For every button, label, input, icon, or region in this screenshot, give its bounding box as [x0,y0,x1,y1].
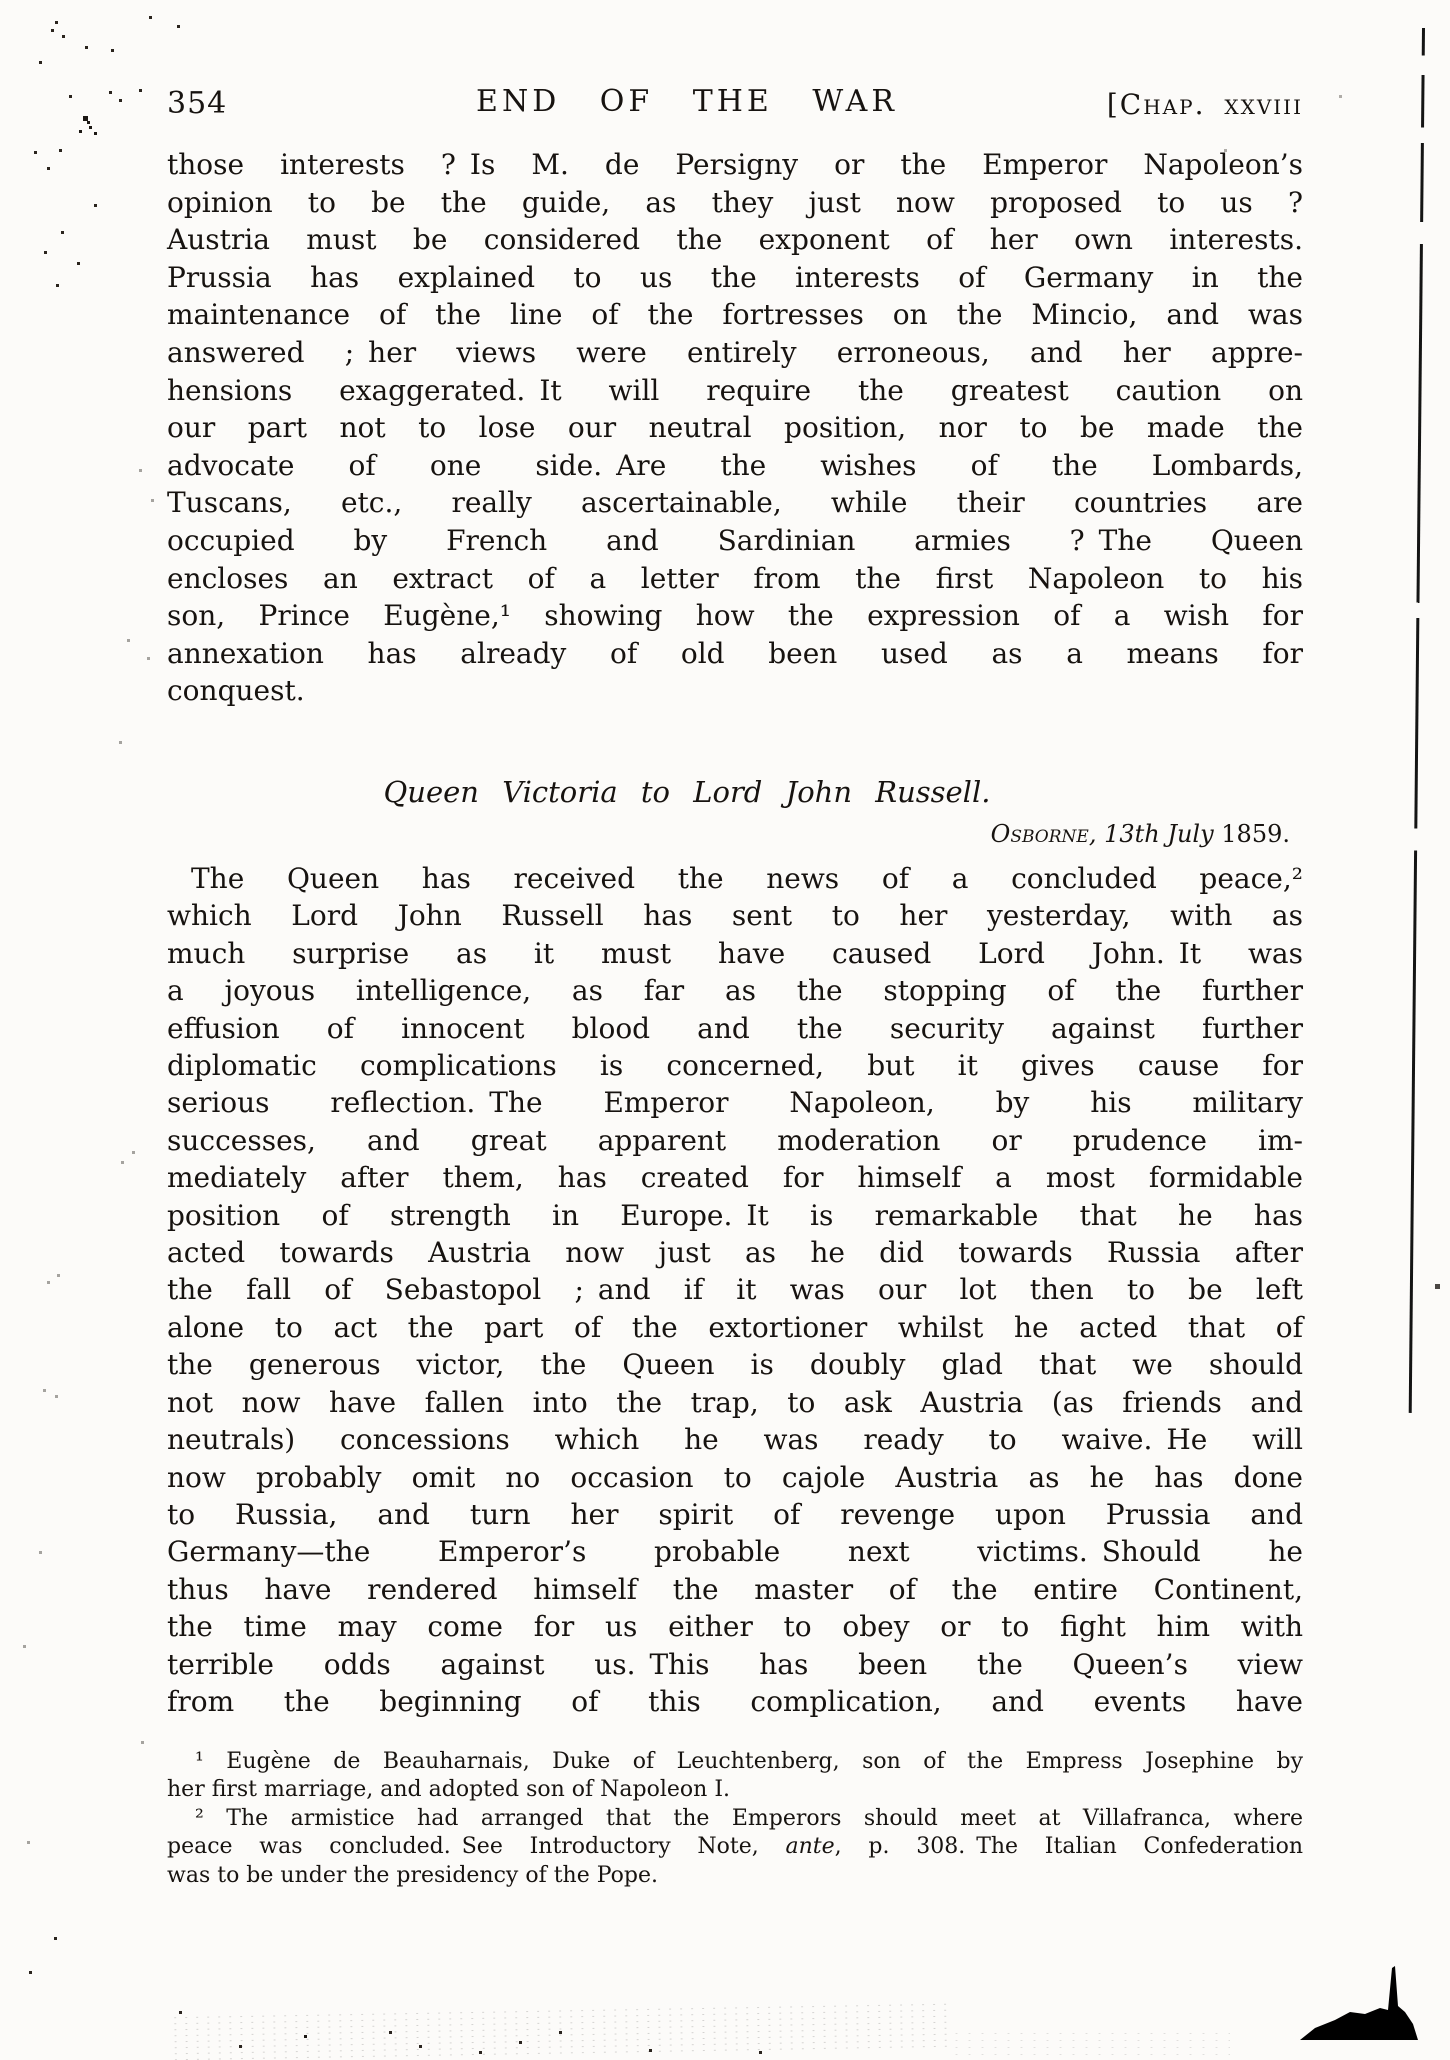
text-line: conquest. [167,674,305,708]
text-line: those interests ? Is M. de Persigny or the Emperor Napoleon’s [167,148,1303,181]
text-segment: 1859. [1221,820,1290,848]
footnote-2 [167,1805,1303,1890]
text-line: which Lord John Russell has sent to her yesterday, with as [167,899,1303,933]
text-line: not now have fallen into the trap, to ask Austria (as friends and [167,1385,1303,1419]
scan-noise-strip [170,2001,951,2060]
letter-heading: Queen Victoria to Lord John Russell. [383,775,991,809]
text-line: the generous victor, the Queen is doubly glad that we should [167,1348,1303,1382]
footnote-1 [167,1748,1303,1805]
text-line: from the beginning of this complication, and events have [167,1684,1303,1718]
text-line: our part not to lose our neutral position, nor to be made the [167,411,1303,445]
text-line: occupied by French and Sardinian armies ? The Queen [167,523,1303,557]
text-line: mediately after them, has created for himself a most formidable [167,1161,1303,1195]
text-line: a joyous intelligence, as far as the stopping of the further [167,974,1303,1008]
text-segment: , 13th July [1088,820,1222,848]
text-line: opinion to be the guide, as they just now proposed to us ? [167,185,1303,219]
text-line: Prussia has explained to us the interests of Germany in the [167,260,1303,294]
running-title: END OF THE WAR [476,84,898,119]
scan-noise-strip-right [950,2030,1230,2056]
text-line: the fall of Sebastopol ; and if it was our lot then to be left [167,1273,1303,1307]
text-line: The Queen has received the news of a concluded peace,² [191,862,1303,895]
text-line: maintenance of the line of the fortresses on the Mincio, and was [167,298,1303,332]
footnotes-section [167,1748,1303,1890]
text-line: acted towards Austria now just as he did towards Russia after [167,1236,1303,1270]
text-line: serious reflection. The Emperor Napoleon, by his military [167,1086,1303,1120]
text-line: the time may come for us either to obey or to fight him with [167,1610,1303,1644]
text-line: thus have rendered himself the master of the entire Continent, [167,1572,1303,1606]
scan-speckles-faint [0,0,1,1]
text-line: advocate of one side. Are the wishes of the Lombards, [167,448,1303,482]
text-segment: Osborne [990,820,1089,848]
text-segment: peace was concluded. See Introductory Note, [167,1834,786,1860]
text-segment: , p. 308. The Italian Confederation [834,1834,1303,1860]
text-line: ¹ Eugène de Beauharnais, Duke of Leuchtenberg, son of the Empress Josephine by [195,1749,1303,1774]
text-line: terrible odds against us. This has been the Queen’s view [167,1647,1303,1681]
scan-corner-blob-artifact [1295,1962,1425,2042]
scan-edge-line-artifact [1409,28,1425,1413]
text-line: alone to act the part of the extortioner whilst he acted that of [167,1310,1303,1344]
chapter-reference: [Chap. xxviii [1106,88,1303,121]
text-line: neutrals) concessions which he was ready to waive. He will [167,1423,1303,1457]
text-line: her first marriage, and adopted son of Napoleon I. [167,1777,731,1803]
text-line: encloses an extract of a letter from the first Napoleon to his [167,561,1303,595]
text-line [167,1833,1303,1861]
text-line: hensions exaggerated. It will require the greatest caution on [167,373,1303,407]
text-line: answered ; her views were entirely erroneous, and her appre- [167,335,1303,369]
text-line: son, Prince Eugène,¹ showing how the expression of a wish for [167,599,1303,633]
text-line: Germany—the Emperor’s probable next victims. Should he [167,1535,1303,1569]
letter-body-paragraph [167,860,1303,1720]
letter-dateline [167,820,1290,848]
text-line: position of strength in Europe. It is remarkable that he has [167,1198,1303,1232]
text-line: ² The armistice had arranged that the Emperors should meet at Villafranca, where [195,1805,1303,1831]
text-line: now probably omit no occasion to cajole Austria as he has done [167,1460,1303,1494]
text-line: Tuscans, etc., really ascertainable, while their countries are [167,486,1303,520]
text-line: was to be under the presidency of the Pope. [167,1862,658,1888]
text-line: successes, and great apparent moderation or prudence im- [167,1123,1303,1157]
text-segment: ante [785,1834,835,1860]
text-line: to Russia, and turn her spirit of revenge upon Prussia and [167,1497,1303,1531]
text-line: much surprise as it must have caused Lord John. It was [167,936,1303,970]
paragraph-continuation [167,146,1303,710]
page-number: 354 [167,86,228,121]
text-line: Austria must be considered the exponent of her own interests. [167,223,1303,257]
text-line: effusion of innocent blood and the security against further [167,1011,1303,1045]
text-line: diplomatic complications is concerned, but it gives cause for [167,1049,1303,1083]
text-line: annexation has already of old been used as a means for [167,636,1303,670]
